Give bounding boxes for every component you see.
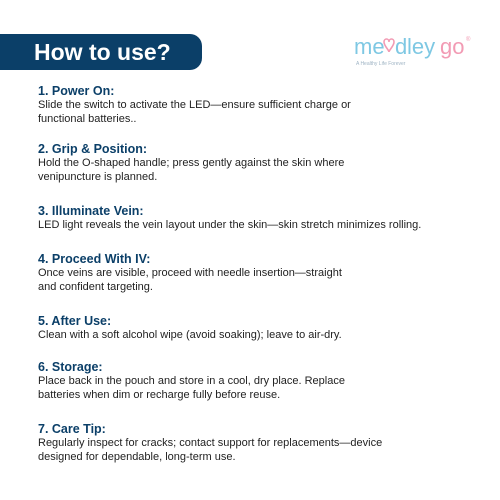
- step-title: 2. Grip & Position:: [38, 142, 148, 156]
- step-illuminate-vein: [38, 204, 421, 232]
- brand-tagline: A Healthy Life Forever: [356, 61, 406, 67]
- step-title: 1. Power On:: [38, 84, 115, 98]
- step-description: Once veins are visible, proceed with needle insertion—straight and confident targeting.: [38, 267, 342, 293]
- brand-registered-mark: ®: [466, 37, 471, 43]
- header-banner: [0, 34, 202, 70]
- step-care-tip: [38, 422, 382, 464]
- step-after-use: [38, 314, 342, 342]
- step-description: Clean with a soft alcohol wipe (avoid soaking); leave to air-dry.: [38, 329, 342, 341]
- step-description: Regularly inspect for cracks; contact support for replacements—device designed for dependable, long-term use.: [38, 437, 383, 463]
- step-storage: [38, 360, 345, 402]
- brand-name-part1: me: [354, 34, 385, 59]
- step-title: 7. Care Tip:: [38, 422, 106, 436]
- brand-logo: [354, 32, 472, 62]
- brand-name-part3: ley: [407, 34, 436, 59]
- step-title: 6. Storage:: [38, 360, 103, 374]
- step-description: LED light reveals the vein layout under the skin—skin stretch minimizes rolling.: [38, 219, 422, 231]
- step-description: Place back in the pouch and store in a cool, dry place. Replace batteries when dim or recharge fully before reuse.: [38, 375, 345, 401]
- brand-name-part2: d: [395, 34, 408, 59]
- step-description: Hold the O-shaped handle; press gently against the skin where venipuncture is planned.: [38, 157, 345, 183]
- step-title: 3. Illuminate Vein:: [38, 204, 144, 218]
- step-power-on: [38, 84, 351, 126]
- step-title: 4. Proceed With IV:: [38, 252, 151, 266]
- page-title: How to use?: [34, 39, 171, 65]
- step-proceed-with-iv: [38, 252, 342, 294]
- brand-name-part4: go: [440, 34, 465, 59]
- brand-heart-icon: [384, 39, 394, 52]
- step-title: 5. After Use:: [38, 314, 112, 328]
- step-grip-position: [38, 142, 344, 184]
- step-description: Slide the switch to activate the LED—ensure sufficient charge or functional batteries..: [38, 99, 351, 125]
